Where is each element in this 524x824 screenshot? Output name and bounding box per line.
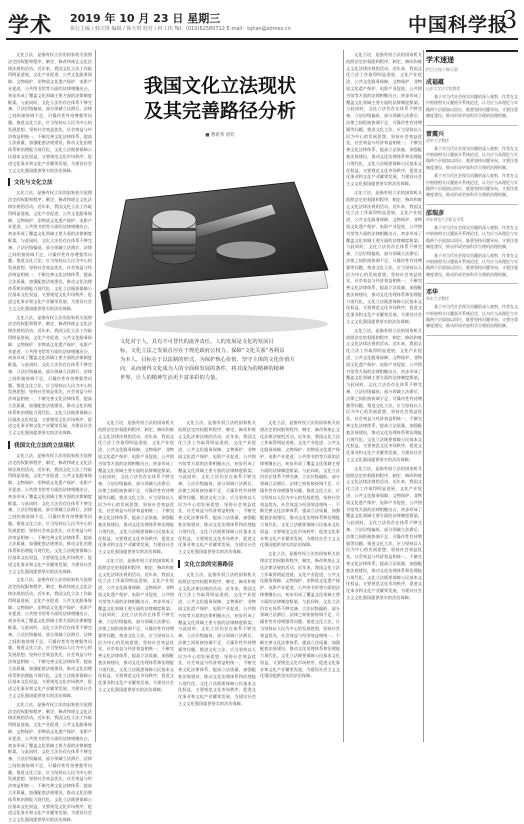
column-divider xyxy=(423,50,424,742)
sidebar-title: 学术速递 xyxy=(426,50,518,65)
entry-affiliation: 清华大学教授 xyxy=(426,137,449,143)
column-5 xyxy=(346,52,422,742)
body-paragraph: 文化立法，是指有权立法的国家机关依照法定的权限和程序，制定、修改和废止文化法律法规的活动。近年来，我国文化立法工作取得明显进展，文化产业促进、公共文化服务保障、文物保护、非物质文化遗产保护、电影产业促进、公共图书馆等方面的法律相继出台，初步形成了覆盖文化领域主要方面的法律制度框架。与此同时，文化立法仍存在体系不够完备、立法层级偏低、部分领域立法滞后、法律之间衔接协调不足、可操作性有待增强等问题。推进文化立法，应当坚持以人民为中心的发展思想，坚持社会效益优先、社会效益与经济效益相统一，不断完善文化法律体系，提高立法质量，加强配套法规建设，推动文化治理体系和治理能力现代化。文化立法既要保障公民基本文化权益，又要规范文化市场秩序，促进文化事业和文化产业繁荣发展，为建设社会主义文化强国提供坚实的法治保障。 xyxy=(98,557,174,693)
column-divider xyxy=(343,50,344,742)
abstract-line: 向，从而使得文化成为人的全面和发展的条件，将其成为的精神的精神 xyxy=(120,366,285,372)
article-headline xyxy=(100,74,340,124)
body-paragraph: 文化立法，是指有权立法的国家机关依照法定的权限和程序，制定、修改和废止文化法律法规的活动。近年来，我国文化立法工作取得明显进展，文化产业促进、公共文化服务保障、文物保护、非物质文化遗产保护、电影产业促进、公共图书馆等方面的法律相继出台，初步形成了覆盖文化领域主要方面的法律制度框架。与此同时，文化立法仍存在体系不够完备、立法层级偏低、部分领域立法滞后、法律之间衔接协调不足、可操作性有待增强等问题。推进文化立法，应当坚持以人民为中心的发展思想，坚持社会效益优先、社会效益与经济效益相统一，不断完善文化法律体系，提高立法质量，加强配套法规建设，推动文化治理体系和治理能力现代化。文化立法既要保障公民基本文化权益，又要规范文化市场秩序，促进文化事业和文化产业繁荣发展，为建设社会主义文化强国提供坚实的法治保障。 xyxy=(8,314,92,436)
entry-affiliation: 华东师范大学政治学系 xyxy=(426,216,464,222)
body-paragraph: 文化立法，是指有权立法的国家机关依照法定的权限和程序，制定、修改和废止文化法律法规的活动。近年来，我国文化立法工作取得明显进展，文化产业促进、公共文化服务保障、文物保护、非物质文化遗产保护、电影产业促进、公共图书馆等方面的法律相继出台，初步形成了覆盖文化领域主要方面的法律制度框架。与此同时，文化立法仍存在体系不够完备、立法层级偏低、部分领域立法滞后、法律之间衔接协调不足、可操作性有待增强等问题。推进文化立法，应当坚持以人民为中心的发展思想，坚持社会效益优先、社会效益与经济效益相统一，不断完善文化法律体系，提高立法质量，加强配套法规建设，推动文化治理体系和治理能力现代化。文化立法既要保障公民基本文化权益，又要规范文化市场秩序，促进文化事业和文化产业繁荣发展，为建设社会主义文化强国提供坚实的法治保障。 xyxy=(346,327,422,463)
column-4 xyxy=(260,420,340,742)
column-1 xyxy=(8,52,92,823)
newspaper-masthead: 中国科学报 xyxy=(408,14,509,36)
page-number: 3 xyxy=(502,6,518,34)
header-rule xyxy=(6,38,518,40)
entry-text: 基于对当代社会现实问题的深入观察，作者在文中围绕相关议题展开系统论述，认为应当从理论与实践两个层面加以回应，既要坚持问题导向，又要注重制度建设，推动形成更加科学合理的治理机制。 xyxy=(426,145,518,170)
entry-affiliation: 山东大学法学院教授 xyxy=(426,86,461,91)
section-title: 学术 xyxy=(8,12,52,37)
body-paragraph: 文化立法，是指有权立法的国家机关依照法定的权限和程序，制定、修改和废止文化法律法规的活动。近年来，我国文化立法工作取得明显进展，文化产业促进、公共文化服务保障、文物保护、非物质文化遗产保护、电影产业促进、公共图书馆等方面的法律相继出台，初步形成了覆盖文化领域主要方面的法律制度框架。与此同时，文化立法仍存在体系不够完备、立法层级偏低、部分领域立法滞后、法律之间衔接协调不足、可操作性有待增强等问题。推进文化立法，应当坚持以人民为中心的发展思想，坚持社会效益优先、社会效益与经济效益相统一，不断完善文化法律体系，提高立法质量，加强配套法规建设，推动文化治理体系和治理能力现代化。文化立法既要保障公民基本文化权益，又要规范文化市场秩序，促进文化事业和文化产业繁荣发展，为建设社会主义文化强国提供坚实的法治保障。 xyxy=(8,701,92,823)
sidebar-editor: 栏目主持 / 韩天琪 xyxy=(426,67,458,72)
entry-text: 基于对当代社会现实问题的深入观察，作者在文中围绕相关议题展开系统论述，认为应当从理论与实践两个层面加以回应，既要坚持问题导向，又要注重制度建设，推动形成更加科学合理的治理机制。 xyxy=(426,304,518,329)
body-paragraph: 文化立法，是指有权立法的国家机关依照法定的权限和程序，制定、修改和废止文化法律法规的活动。近年来，我国文化立法工作取得明显进展，文化产业促进、公共文化服务保障、文物保护、非物质文化遗产保护、电影产业促进、公共图书馆等方面的法律相继出台，初步形成了覆盖文化领域主要方面的法律制度框架。与此同时，文化立法仍存在体系不够完备、立法层级偏低、部分领域立法滞后、法律之间衔接协调不足、可操作性有待增强等问题。推进文化立法，应当坚持以人民为中心的发展思想，坚持社会效益优先、社会效益与经济效益相统一，不断完善文化法律体系，提高立法质量，加强配套法规建设，推动文化治理体系和治理能力现代化。文化立法既要保障公民基本文化权益，又要规范文化市场秩序，促进文化事业和文化产业繁荣发展，为建设社会主义文化强国提供坚实的法治保障。 xyxy=(178,420,256,555)
column-2 xyxy=(98,420,174,742)
sidebar-entry xyxy=(426,287,518,336)
subheading-legislation-status: 我国文化立法的立法现状 xyxy=(8,441,92,449)
entry-text: 基于对当代社会现实问题的深入观察，作者在文中围绕相关议题展开系统论述，认为应当从理论与实践两个层面加以回应，既要坚持问题导向，又要注重制度建设，推动形成更加科学合理的治理机制。 xyxy=(426,252,518,277)
abstract-line: 标，文化立法之发展首应在于规范政府公权力、保障“文化关系”各利益 xyxy=(120,348,285,354)
headline-line-2: 及其完善路径分析 xyxy=(143,100,296,122)
body-paragraph: 文化立法，是指有权立法的国家机关依照法定的权限和程序，制定、修改和废止文化法律法规的活动。近年来，我国文化立法工作取得明显进展，文化产业促进、公共文化服务保障、文物保护、非物质文化遗产保护、电影产业促进、公共图书馆等方面的法律相继出台，初步形成了覆盖文化领域主要方面的法律制度框架。与此同时，文化立法仍存在体系不够完备、立法层级偏低、部分领域立法滞后、法律之间衔接协调不足、可操作性有待增强等问题。推进文化立法，应当坚持以人民为中心的发展思想，坚持社会效益优先、社会效益与经济效益相统一，不断完善文化法律体系，提高立法质量，加强配套法规建设，推动文化治理体系和治理能力现代化。文化立法既要保障公民基本文化权益，又要规范文化市场秩序，促进文化事业和文化产业繁荣发展，为建设社会主义文化强国提供坚实的法治保障。 xyxy=(98,420,174,555)
subheading-improvement-path: 文化立法的完善路径 xyxy=(178,560,256,568)
sidebar-entry xyxy=(426,77,518,126)
gavel-on-book-illustration xyxy=(96,138,344,338)
abstract-line: 世界，让人的精神生活更丰富多彩的力量。 xyxy=(120,375,221,381)
entry-affiliation: 华东大学教授 xyxy=(426,296,449,302)
sidebar-entry xyxy=(426,129,518,205)
entry-author: 雷震兴 xyxy=(426,130,445,138)
headline-line-1: 我国文化立法现状 xyxy=(143,75,296,97)
body-paragraph: 文化立法，是指有权立法的国家机关依照法定的权限和程序，制定、修改和废止文化法律法规的活动。近年来，我国文化立法工作取得明显进展，文化产业促进、公共文化服务保障、文物保护、非物质文化遗产保护、电影产业促进、公共图书馆等方面的法律相继出台，初步形成了覆盖文化领域主要方面的法律制度框架。与此同时，文化立法仍存在体系不够完备、立法层级偏低、部分领域立法滞后、法律之间衔接协调不足、可操作性有待增强等问题。推进文化立法，应当坚持以人民为中心的发展思想，坚持社会效益优先、社会效益与经济效益相统一，不断完善文化法律体系，提高立法质量，加强配套法规建设，推动文化治理体系和治理能力现代化。文化立法既要保障公民基本文化权益，又要规范文化市场秩序，促进文化事业和文化产业繁荣发展，为建设社会主义文化强国提供坚实的法治保障。 xyxy=(346,465,422,600)
entry-text: 基于对当代社会现实问题的深入观察，作者在文中围绕相关议题展开系统论述，认为应当从理论与实践两个层面加以回应，既要坚持问题导向，又要注重制度建设，推动形成更加科学合理的治理机制。 xyxy=(426,173,518,198)
abstract-line: 文化对于人，具有不可替代的滋养责任。人的发展是文化的发展目 xyxy=(120,339,274,345)
entry-text: 基于对当代社会现实问题的深入观察，作者在文中围绕相关议题展开系统论述，认为应当从理论与实践两个层面加以回应，既要坚持问题导向，又要注重制度建设，推动形成更加科学合理的治理机制。 xyxy=(426,224,518,250)
sidebar-academic-express xyxy=(426,50,518,339)
entry-author: 邵瑞彦 xyxy=(426,209,445,217)
body-paragraph: 文化立法，是指有权立法的国家机关依照法定的权限和程序，制定、修改和废止文化法律法规的活动。近年来，我国文化立法工作取得明显进展，文化产业促进、公共文化服务保障、文物保护、非物质文化遗产保护、电影产业促进、公共图书馆等方面的法律相继出台，初步形成了覆盖文化领域主要方面的法律制度框架。与此同时，文化立法仍存在体系不够完备、立法层级偏低、部分领域立法滞后、法律之间衔接协调不足、可操作性有待增强等问题。推进文化立法，应当坚持以人民为中心的发展思想，坚持社会效益优先、社会效益与经济效益相统一，不断完善文化法律体系，提高立法质量，加强配套法规建设，推动文化治理体系和治理能力现代化。文化立法既要保障公民基本文化权益，又要规范文化市场秩序，促进文化事业和文化产业繁荣发展，为建设社会主义文化强国提供坚实的法治保障。 xyxy=(178,571,256,707)
article-byline: ■ 曹新邦 唐钦 xyxy=(205,133,235,138)
column-3 xyxy=(178,420,256,742)
body-paragraph: 文化立法，是指有权立法的国家机关依照法定的权限和程序，制定、修改和废止文化法律法规的活动。近年来，我国文化立法工作取得明显进展，文化产业促进、公共文化服务保障、文物保护、非物质文化遗产保护、电影产业促进、公共图书馆等方面的法律相继出台，初步形成了覆盖文化领域主要方面的法律制度框架。与此同时，文化立法仍存在体系不够完备、立法层级偏低、部分领域立法滞后、法律之间衔接协调不足、可操作性有待增强等问题。推进文化立法，应当坚持以人民为中心的发展思想，坚持社会效益优先、社会效益与经济效益相统一，不断完善文化法律体系，提高立法质量，加强配套法规建设，推动文化治理体系和治理能力现代化。文化立法既要保障公民基本文化权益，又要规范文化市场秩序，促进文化事业和文化产业繁荣发展，为建设社会主义文化强国提供坚实的法治保障。 xyxy=(346,52,422,187)
entry-author: 成福蕴 xyxy=(426,79,445,86)
body-paragraph: 文化立法，是指有权立法的国家机关依照法定的权限和程序，制定、修改和废止文化法律法规的活动。近年来，我国文化立法工作取得明显进展，文化产业促进、公共文化服务保障、文物保护、非物质文化遗产保护、电影产业促进、公共图书馆等方面的法律相继出台，初步形成了覆盖文化领域主要方面的法律制度框架。与此同时，文化立法仍存在体系不够完备、立法层级偏低、部分领域立法滞后、法律之间衔接协调不足、可操作性有待增强等问题。推进文化立法，应当坚持以人民为中心的发展思想，坚持社会效益优先、社会效益与经济效益相统一，不断完善文化法律体系，提高立法质量，加强配套法规建设，推动文化治理体系和治理能力现代化。文化立法既要保障公民基本文化权益，又要规范文化市场秩序，促进文化事业和文化产业繁荣发展，为建设社会主义文化强国提供坚实的法治保障。 xyxy=(8,577,92,698)
entry-text: 基于对当代社会现实问题的深入观察，作者在文中围绕相关议题展开系统论述，认为应当从理论与实践两个层面加以回应，既要坚持问题导向，又要注重制度建设，推动形成更加科学合理的治理机制。 xyxy=(426,94,518,119)
body-paragraph: 文化立法，是指有权立法的国家机关依照法定的权限和程序，制定、修改和废止文化法律法规的活动。近年来，我国文化立法工作取得明显进展，文化产业促进、公共文化服务保障、文物保护、非物质文化遗产保护、电影产业促进、公共图书馆等方面的法律相继出台，初步形成了覆盖文化领域主要方面的法律制度框架。与此同时，文化立法仍存在体系不够完备、立法层级偏低、部分领域立法滞后、法律之间衔接协调不足、可操作性有待增强等问题。推进文化立法，应当坚持以人民为中心的发展思想，坚持社会效益优先、社会效益与经济效益相统一，不断完善文化法律体系，提高立法质量，加强配套法规建设，推动文化治理体系和治理能力现代化。文化立法既要保障公民基本文化权益，又要规范文化市场秩序，促进文化事业和文化产业繁荣发展，为建设社会主义文化强国提供坚实的法治保障。 xyxy=(260,420,340,548)
page-header xyxy=(0,0,524,40)
body-paragraph: 文化立法，是指有权立法的国家机关依照法定的权限和程序，制定、修改和废止文化法律法规的活动。近年来，我国文化立法工作取得明显进展，文化产业促进、公共文化服务保障、文物保护、非物质文化遗产保护、电影产业促进、公共图书馆等方面的法律相继出台，初步形成了覆盖文化领域主要方面的法律制度框架。与此同时，文化立法仍存在体系不够完备、立法层级偏低、部分领域立法滞后、法律之间衔接协调不足、可操作性有待增强等问题。推进文化立法，应当坚持以人民为中心的发展思想，坚持社会效益优先、社会效益与经济效益相统一，不断完善文化法律体系，提高立法质量，加强配套法规建设，推动文化治理体系和治理能力现代化。文化立法既要保障公民基本文化权益，又要规范文化市场秩序，促进文化事业和文化产业繁荣发展，为建设社会主义文化强国提供坚实的法治保障。 xyxy=(346,189,422,325)
issue-date: 2019 年 10 月 23 日 星期三 xyxy=(70,12,221,25)
body-paragraph: 文化立法，是指有权立法的国家机关依照法定的权限和程序，制定、修改和废止文化法律法规的活动。近年来，我国文化立法工作取得明显进展，文化产业促进、公共文化服务保障、文物保护、非物质文化遗产保护、电影产业促进、公共图书馆等方面的法律相继出台，初步形成了覆盖文化领域主要方面的法律制度框架。与此同时，文化立法仍存在体系不够完备、立法层级偏低、部分领域立法滞后、法律之间衔接协调不足、可操作性有待增强等问题。推进文化立法，应当坚持以人民为中心的发展思想，坚持社会效益优先、社会效益与经济效益相统一，不断完善文化法律体系，提高立法质量，加强配套法规建设，推动文化治理体系和治理能力现代化。文化立法既要保障公民基本文化权益，又要规范文化市场秩序，促进文化事业和文化产业繁荣发展，为建设社会主义文化强国提供坚实的法治保障。 xyxy=(8,453,92,574)
entry-author: 邓华 xyxy=(426,289,439,297)
subheading-culture-legislation: 文化与文化立法 xyxy=(8,178,92,186)
body-paragraph: 文化立法，是指有权立法的国家机关依照法定的权限和程序，制定、修改和废止文化法律法规的活动。近年来，我国文化立法工作取得明显进展，文化产业促进、公共文化服务保障、文物保护、非物质文化遗产保护、电影产业促进、公共图书馆等方面的法律相继出台，初步形成了覆盖文化领域主要方面的法律制度框架。与此同时，文化立法仍存在体系不够完备、立法层级偏低、部分领域立法滞后、法律之间衔接协调不足、可操作性有待增强等问题。推进文化立法，应当坚持以人民为中心的发展思想，坚持社会效益优先、社会效益与经济效益相统一，不断完善文化法律体系，提高立法质量，加强配套法规建设，推动文化治理体系和治理能力现代化。文化立法既要保障公民基本文化权益，又要规范文化市场秩序，促进文化事业和文化产业繁荣发展，为建设社会主义文化强国提供坚实的法治保障。 xyxy=(8,190,92,311)
article-abstract xyxy=(120,338,335,383)
sidebar-entry xyxy=(426,208,518,284)
body-paragraph: 文化立法，是指有权立法的国家机关依照法定的权限和程序，制定、修改和废止文化法律法规的活动。近年来，我国文化立法工作取得明显进展，文化产业促进、公共文化服务保障、文物保护、非物质文化遗产保护、电影产业促进、公共图书馆等方面的法律相继出台，初步形成了覆盖文化领域主要方面的法律制度框架。与此同时，文化立法仍存在体系不够完备、立法层级偏低、部分领域立法滞后、法律之间衔接协调不足、可操作性有待增强等问题。推进文化立法，应当坚持以人民为中心的发展思想，坚持社会效益优先、社会效益与经济效益相统一，不断完善文化法律体系，提高立法质量，加强配套法规建设，推动文化治理体系和治理能力现代化。文化立法既要保障公民基本文化权益，又要规范文化市场秩序，促进文化事业和文化产业繁荣发展，为建设社会主义文化强国提供坚实的法治保障。 xyxy=(260,551,340,679)
abstract-line: 为本人，目标在于以法制的形式，为保护核心价值、坚守主体的文化价值方 xyxy=(120,357,295,363)
editor-info: 执行主编 / 韩天琪 编辑 / 韩天琪 校对 / 何工伟 Tel：(010)62580712 E-mail：tqhan@stimes.cn xyxy=(70,26,291,32)
body-paragraph: 文化立法，是指有权立法的国家机关依照法定的权限和程序，制定、修改和废止文化法律法规的活动。近年来，我国文化立法工作取得明显进展，文化产业促进、公共文化服务保障、文物保护、非物质文化遗产保护、电影产业促进、公共图书馆等方面的法律相继出台，初步形成了覆盖文化领域主要方面的法律制度框架。与此同时，文化立法仍存在体系不够完备、立法层级偏低、部分领域立法滞后、法律之间衔接协调不足、可操作性有待增强等问题。推进文化立法，应当坚持以人民为中心的发展思想，坚持社会效益优先、社会效益与经济效益相统一，不断完善文化法律体系，提高立法质量，加强配套法规建设，推动文化治理体系和治理能力现代化。文化立法既要保障公民基本文化权益，又要规范文化市场秩序，促进文化事业和文化产业繁荣发展，为建设社会主义文化强国提供坚实的法治保障。 xyxy=(8,52,92,173)
